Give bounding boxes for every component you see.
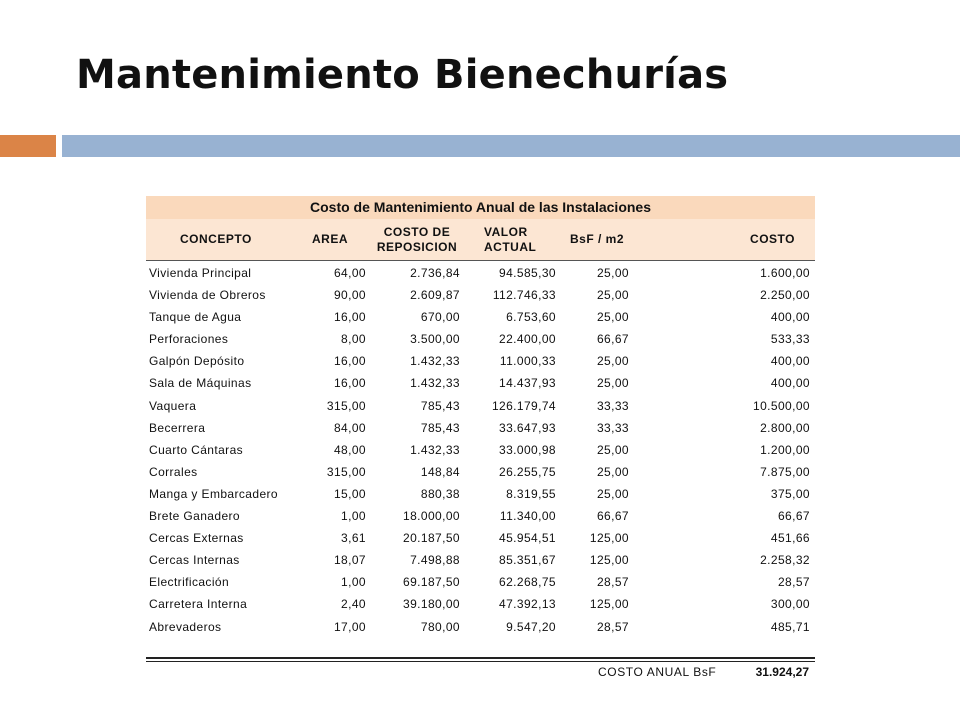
accent-bar-blue <box>62 135 960 157</box>
cell-area: 1,00 <box>341 509 366 524</box>
cell-concepto: Galpón Depósito <box>149 354 245 369</box>
header-valor-actual-line2: ACTUAL <box>484 239 537 254</box>
cell-area: 1,00 <box>341 575 366 590</box>
cell-bsf-m2: 25,00 <box>596 288 629 303</box>
table-header <box>146 219 815 260</box>
cell-bsf-m2: 25,00 <box>596 266 629 280</box>
cell-area: 15,00 <box>333 486 366 501</box>
cell-area: 64,00 <box>333 266 366 280</box>
header-valor-actual <box>484 219 536 260</box>
cell-concepto: Becerrera <box>149 420 206 435</box>
cell-area: 315,00 <box>326 398 366 413</box>
cell-costo-reposicion: 670,00 <box>420 310 460 325</box>
cell-concepto: Cuarto Cántaras <box>149 442 244 457</box>
cell-bsf-m2: 125,00 <box>589 553 629 568</box>
cell-bsf-m2: 25,00 <box>596 442 629 457</box>
cell-concepto: Brete Ganadero <box>149 509 240 524</box>
cell-costo-reposicion: 1.432,33 <box>410 376 460 391</box>
cell-valor-actual: 126.179,74 <box>491 398 556 413</box>
cell-bsf-m2: 33,33 <box>596 420 629 435</box>
cell-concepto: Carretera Interna <box>149 597 248 612</box>
cell-bsf-m2: 25,00 <box>596 486 629 501</box>
cell-costo: 1.200,00 <box>760 442 810 457</box>
cell-concepto: Vivienda Principal <box>149 266 252 280</box>
cell-costo-reposicion: 1.432,33 <box>410 354 460 369</box>
cell-area: 84,00 <box>333 420 366 435</box>
table-row <box>146 593 815 615</box>
maintenance-cost-table <box>146 196 815 638</box>
cell-costo-reposicion: 2.609,87 <box>410 288 460 303</box>
cell-concepto: Sala de Máquinas <box>149 376 252 391</box>
cell-costo: 2.250,00 <box>760 288 810 303</box>
cell-area: 2,40 <box>341 597 366 612</box>
table-row <box>146 461 815 483</box>
cell-costo-reposicion: 7.498,88 <box>410 553 460 568</box>
table-row <box>146 483 815 505</box>
total-label: COSTO ANUAL BsF <box>598 665 717 679</box>
cell-costo: 400,00 <box>770 376 810 391</box>
cell-valor-actual: 6.753,60 <box>506 310 556 325</box>
cell-bsf-m2: 28,57 <box>596 575 629 590</box>
cell-area: 48,00 <box>333 442 366 457</box>
cell-area: 17,00 <box>333 619 366 634</box>
cell-costo-reposicion: 880,38 <box>420 486 460 501</box>
cell-costo-reposicion: 2.736,84 <box>410 266 460 280</box>
cell-concepto: Cercas Externas <box>149 531 244 546</box>
cell-bsf-m2: 25,00 <box>596 376 629 391</box>
cell-costo: 451,66 <box>770 531 810 546</box>
cell-costo-reposicion: 785,43 <box>420 398 460 413</box>
cell-area: 90,00 <box>333 288 366 303</box>
cell-bsf-m2: 33,33 <box>596 398 629 413</box>
table-caption: Costo de Mantenimiento Anual de las Instalaciones <box>146 196 815 219</box>
cell-costo-reposicion: 148,84 <box>420 464 460 479</box>
cell-costo-reposicion: 20.187,50 <box>403 531 460 546</box>
header-area: AREA <box>312 232 349 246</box>
table-row <box>146 262 815 284</box>
cell-costo: 485,71 <box>770 619 810 634</box>
table-row <box>146 439 815 461</box>
cell-costo: 400,00 <box>770 310 810 325</box>
cell-concepto: Cercas Internas <box>149 553 240 568</box>
cell-costo: 2.800,00 <box>760 420 810 435</box>
cell-area: 8,00 <box>341 332 366 347</box>
cell-bsf-m2: 125,00 <box>589 597 629 612</box>
accent-bar-orange <box>0 135 56 157</box>
cell-valor-actual: 8.319,55 <box>506 486 556 501</box>
cell-bsf-m2: 66,67 <box>596 509 629 524</box>
cell-valor-actual: 85.351,67 <box>499 553 556 568</box>
total-value: 31.924,27 <box>755 665 809 679</box>
cell-bsf-m2: 25,00 <box>596 354 629 369</box>
table-row <box>146 350 815 372</box>
cell-costo-reposicion: 39.180,00 <box>403 597 460 612</box>
header-costo: COSTO <box>750 232 795 246</box>
table-row <box>146 395 815 417</box>
cell-area: 16,00 <box>333 310 366 325</box>
cell-valor-actual: 9.547,20 <box>506 619 556 634</box>
cell-costo: 28,57 <box>777 575 810 590</box>
cell-costo: 1.600,00 <box>760 266 810 280</box>
table-row <box>146 328 815 350</box>
cell-area: 3,61 <box>341 531 366 546</box>
header-bsf-m2: BsF / m2 <box>570 232 625 246</box>
table-row <box>146 549 815 571</box>
table-row <box>146 616 815 638</box>
table-body <box>146 261 815 638</box>
cell-costo: 300,00 <box>770 597 810 612</box>
cell-costo: 7.875,00 <box>760 464 810 479</box>
header-costo-reposicion-line2: REPOSICION <box>376 239 458 254</box>
cell-concepto: Perforaciones <box>149 332 229 347</box>
total-double-rule-bottom <box>146 661 815 662</box>
cell-valor-actual: 11.340,00 <box>499 509 556 524</box>
cell-costo: 375,00 <box>770 486 810 501</box>
table-row <box>146 505 815 527</box>
cell-bsf-m2: 66,67 <box>596 332 629 347</box>
table-row <box>146 372 815 394</box>
cell-area: 16,00 <box>333 354 366 369</box>
cell-costo-reposicion: 3.500,00 <box>410 332 460 347</box>
cell-area: 16,00 <box>333 376 366 391</box>
cell-valor-actual: 22.400,00 <box>499 332 556 347</box>
table-row <box>146 306 815 328</box>
cell-costo-reposicion: 785,43 <box>420 420 460 435</box>
cell-costo: 66,67 <box>777 509 810 524</box>
cell-valor-actual: 11.000,33 <box>499 354 556 369</box>
cell-valor-actual: 45.954,51 <box>499 531 556 546</box>
cell-area: 18,07 <box>333 553 366 568</box>
header-concepto: CONCEPTO <box>180 232 252 246</box>
cell-concepto: Vaquera <box>149 398 197 413</box>
cell-concepto: Tanque de Agua <box>149 310 242 325</box>
cell-costo: 400,00 <box>770 354 810 369</box>
cell-valor-actual: 112.746,33 <box>492 288 556 303</box>
cell-concepto: Vivienda de Obreros <box>149 288 266 303</box>
table-row <box>146 417 815 439</box>
cell-costo-reposicion: 18.000,00 <box>403 509 460 524</box>
cell-valor-actual: 33.647,93 <box>499 420 556 435</box>
cell-valor-actual: 94.585,30 <box>499 266 556 280</box>
cell-costo: 10.500,00 <box>753 398 810 413</box>
cell-valor-actual: 62.268,75 <box>499 575 556 590</box>
cell-bsf-m2: 28,57 <box>596 619 629 634</box>
cell-costo-reposicion: 1.432,33 <box>410 442 460 457</box>
slide-title: Mantenimiento Bienechurías <box>76 52 729 98</box>
total-double-rule-top <box>146 657 815 659</box>
cell-valor-actual: 26.255,75 <box>499 464 556 479</box>
cell-costo: 533,33 <box>770 332 810 347</box>
table-row <box>146 571 815 593</box>
cell-costo-reposicion: 69.187,50 <box>403 575 460 590</box>
cell-valor-actual: 33.000,98 <box>499 442 556 457</box>
cell-bsf-m2: 25,00 <box>596 310 629 325</box>
cell-bsf-m2: 125,00 <box>589 531 629 546</box>
table-row <box>146 527 815 549</box>
cell-concepto: Manga y Embarcadero <box>149 486 278 501</box>
cell-concepto: Corrales <box>149 464 198 479</box>
header-costo-reposicion-line1: COSTO DE <box>383 224 451 239</box>
cell-valor-actual: 14.437,93 <box>499 376 556 391</box>
cell-costo: 2.258,32 <box>760 553 810 568</box>
cell-valor-actual: 47.392,13 <box>499 597 556 612</box>
header-costo-reposicion <box>373 219 461 260</box>
table-row <box>146 284 815 306</box>
cell-concepto: Electrificación <box>149 575 230 590</box>
cell-area: 315,00 <box>326 464 366 479</box>
cell-concepto: Abrevaderos <box>149 619 222 634</box>
cell-costo-reposicion: 780,00 <box>420 619 460 634</box>
cell-bsf-m2: 25,00 <box>596 464 629 479</box>
header-valor-actual-line1: VALOR <box>484 224 528 239</box>
